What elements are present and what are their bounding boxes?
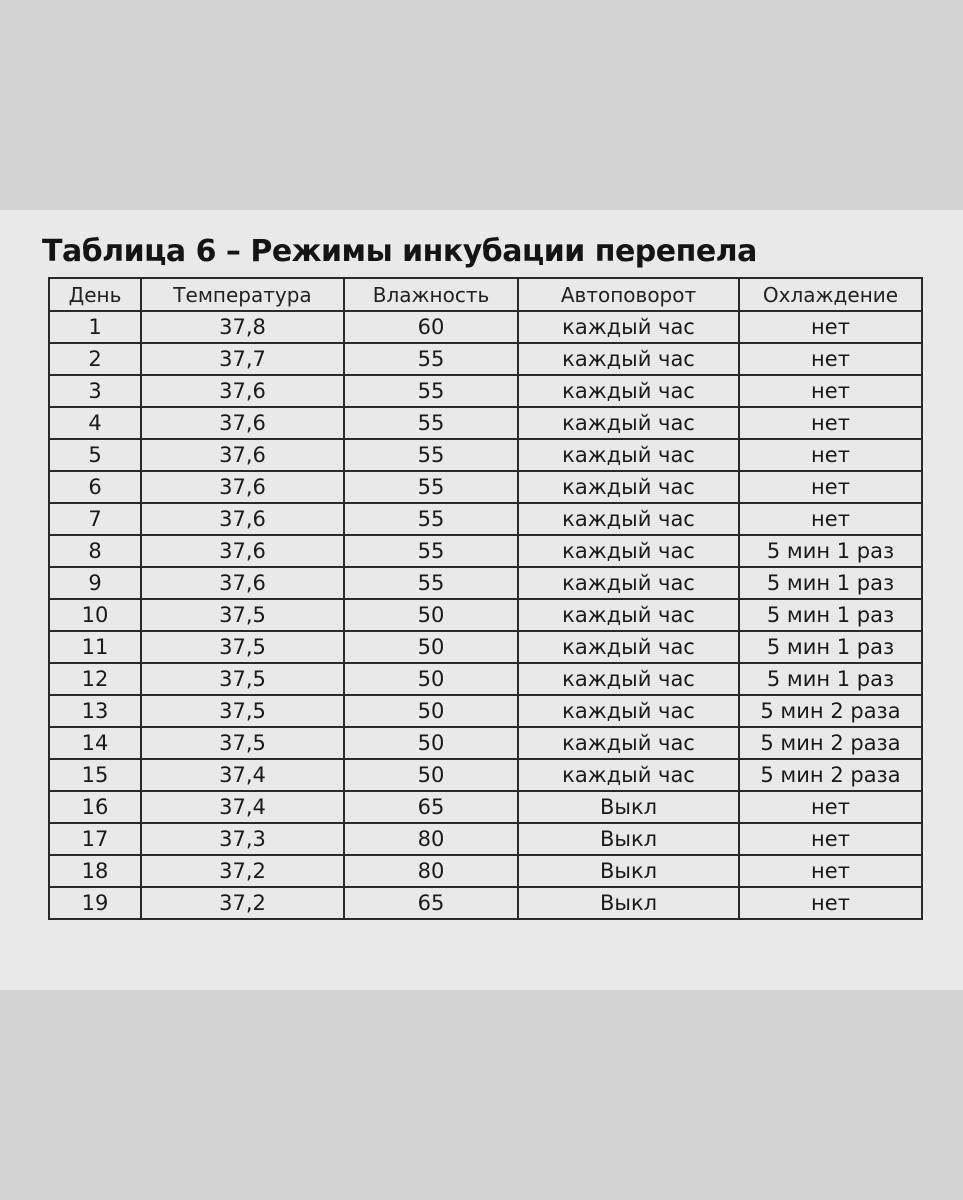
cell-cooling: 5 мин 1 раз: [739, 631, 922, 663]
cell-temperature: 37,6: [141, 439, 344, 471]
cell-temperature: 37,5: [141, 599, 344, 631]
table-row: [49, 343, 922, 375]
cell-temperature: 37,6: [141, 567, 344, 599]
cell-temperature: 37,3: [141, 823, 344, 855]
cell-humidity: 55: [344, 535, 518, 567]
header-temperature: Температура: [141, 278, 344, 311]
cell-cooling: нет: [739, 407, 922, 439]
table-row: [49, 855, 922, 887]
cell-cooling: 5 мин 2 раза: [739, 727, 922, 759]
cell-cooling: 5 мин 1 раз: [739, 567, 922, 599]
cell-auto-turn: каждый час: [518, 471, 739, 503]
cell-auto-turn: каждый час: [518, 407, 739, 439]
header-auto-turn: Автоповорот: [518, 278, 739, 311]
cell-auto-turn: каждый час: [518, 535, 739, 567]
cell-day: 3: [49, 375, 141, 407]
cell-day: 2: [49, 343, 141, 375]
table-row: [49, 375, 922, 407]
cell-humidity: 65: [344, 887, 518, 919]
cell-day: 17: [49, 823, 141, 855]
cell-cooling: нет: [739, 791, 922, 823]
cell-temperature: 37,7: [141, 343, 344, 375]
table-row: [49, 759, 922, 791]
cell-humidity: 55: [344, 439, 518, 471]
table-row: [49, 791, 922, 823]
cell-cooling: 5 мин 2 раза: [739, 695, 922, 727]
table-row: [49, 407, 922, 439]
cell-temperature: 37,5: [141, 631, 344, 663]
cell-humidity: 80: [344, 823, 518, 855]
cell-day: 15: [49, 759, 141, 791]
cell-temperature: 37,8: [141, 311, 344, 343]
cell-auto-turn: каждый час: [518, 631, 739, 663]
cell-day: 9: [49, 567, 141, 599]
table-row: [49, 663, 922, 695]
cell-day: 10: [49, 599, 141, 631]
cell-auto-turn: Выкл: [518, 855, 739, 887]
cell-day: 16: [49, 791, 141, 823]
cell-cooling: нет: [739, 343, 922, 375]
cell-day: 1: [49, 311, 141, 343]
table-row: [49, 535, 922, 567]
table-row: [49, 439, 922, 471]
cell-day: 13: [49, 695, 141, 727]
cell-humidity: 50: [344, 759, 518, 791]
cell-temperature: 37,6: [141, 407, 344, 439]
cell-day: 14: [49, 727, 141, 759]
table-row: [49, 631, 922, 663]
cell-auto-turn: каждый час: [518, 439, 739, 471]
table-row: [49, 727, 922, 759]
cell-temperature: 37,2: [141, 855, 344, 887]
table-title: Таблица 6 – Режимы инкубации перепела: [42, 234, 757, 269]
cell-temperature: 37,5: [141, 727, 344, 759]
cell-temperature: 37,6: [141, 471, 344, 503]
cell-humidity: 60: [344, 311, 518, 343]
cell-auto-turn: Выкл: [518, 887, 739, 919]
cell-cooling: нет: [739, 311, 922, 343]
table-body: [49, 311, 922, 919]
cell-day: 12: [49, 663, 141, 695]
cell-auto-turn: каждый час: [518, 375, 739, 407]
cell-cooling: нет: [739, 503, 922, 535]
cell-cooling: нет: [739, 439, 922, 471]
cell-day: 7: [49, 503, 141, 535]
cell-humidity: 55: [344, 567, 518, 599]
cell-temperature: 37,5: [141, 695, 344, 727]
table-row: [49, 695, 922, 727]
cell-temperature: 37,6: [141, 503, 344, 535]
table-row: [49, 887, 922, 919]
cell-day: 18: [49, 855, 141, 887]
table-row: [49, 471, 922, 503]
cell-temperature: 37,4: [141, 791, 344, 823]
cell-temperature: 37,2: [141, 887, 344, 919]
cell-humidity: 65: [344, 791, 518, 823]
table-row: [49, 503, 922, 535]
cell-cooling: 5 мин 2 раза: [739, 759, 922, 791]
cell-auto-turn: Выкл: [518, 791, 739, 823]
table-row: [49, 311, 922, 343]
cell-humidity: 55: [344, 407, 518, 439]
cell-temperature: 37,4: [141, 759, 344, 791]
cell-humidity: 55: [344, 375, 518, 407]
cell-day: 6: [49, 471, 141, 503]
header-cooling: Охлаждение: [739, 278, 922, 311]
cell-cooling: 5 мин 1 раз: [739, 663, 922, 695]
cell-cooling: нет: [739, 855, 922, 887]
cell-cooling: 5 мин 1 раз: [739, 535, 922, 567]
cell-cooling: нет: [739, 375, 922, 407]
cell-cooling: нет: [739, 887, 922, 919]
cell-auto-turn: каждый час: [518, 759, 739, 791]
cell-auto-turn: каждый час: [518, 311, 739, 343]
cell-humidity: 55: [344, 471, 518, 503]
table-row: [49, 599, 922, 631]
table-row: [49, 823, 922, 855]
cell-auto-turn: каждый час: [518, 663, 739, 695]
header-day: День: [49, 278, 141, 311]
incubation-table: [48, 277, 923, 920]
cell-day: 4: [49, 407, 141, 439]
cell-temperature: 37,5: [141, 663, 344, 695]
cell-auto-turn: каждый час: [518, 599, 739, 631]
cell-day: 19: [49, 887, 141, 919]
cell-auto-turn: каждый час: [518, 695, 739, 727]
cell-temperature: 37,6: [141, 375, 344, 407]
cell-cooling: нет: [739, 471, 922, 503]
cell-humidity: 55: [344, 503, 518, 535]
cell-auto-turn: каждый час: [518, 503, 739, 535]
header-row: [49, 278, 922, 311]
header-humidity: Влажность: [344, 278, 518, 311]
cell-auto-turn: каждый час: [518, 567, 739, 599]
cell-humidity: 80: [344, 855, 518, 887]
cell-humidity: 50: [344, 727, 518, 759]
document-page: [0, 210, 963, 990]
cell-cooling: нет: [739, 823, 922, 855]
cell-cooling: 5 мин 1 раз: [739, 599, 922, 631]
cell-auto-turn: Выкл: [518, 823, 739, 855]
cell-humidity: 50: [344, 599, 518, 631]
cell-humidity: 50: [344, 663, 518, 695]
cell-temperature: 37,6: [141, 535, 344, 567]
cell-day: 5: [49, 439, 141, 471]
cell-day: 11: [49, 631, 141, 663]
cell-auto-turn: каждый час: [518, 343, 739, 375]
cell-auto-turn: каждый час: [518, 727, 739, 759]
cell-humidity: 55: [344, 343, 518, 375]
cell-humidity: 50: [344, 631, 518, 663]
cell-humidity: 50: [344, 695, 518, 727]
table-row: [49, 567, 922, 599]
cell-day: 8: [49, 535, 141, 567]
